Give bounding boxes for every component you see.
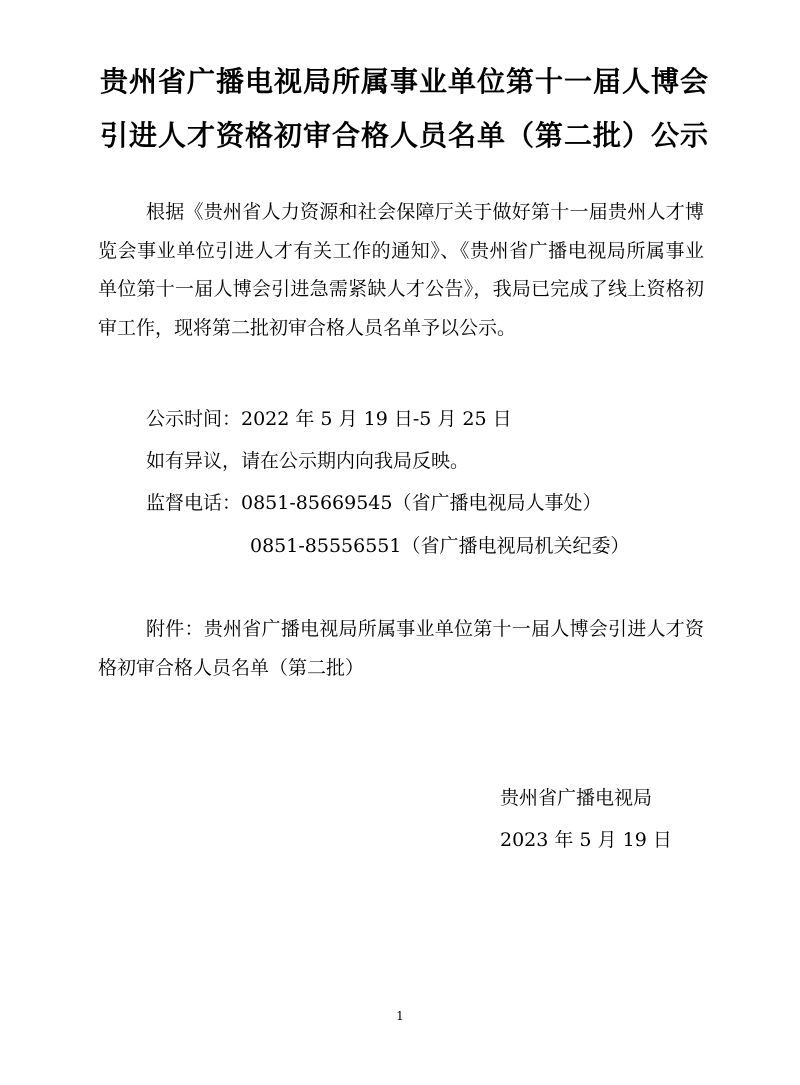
attachment-section: [98, 610, 704, 687]
document-title-line-2: 引进人才资格初审合格人员名单（第二批）公示: [100, 119, 710, 152]
hotline-personnel: 监督电话：0851-85669545（省广播电视局人事处）: [146, 492, 602, 514]
document-title-line-1: 贵州省广播电视局所属事业单位第十一届人博会: [100, 65, 710, 98]
signature-organization: 贵州省广播电视局: [500, 787, 653, 809]
intro-paragraph: 根据《贵州省人力资源和社会保障厅关于做好第十一届贵州人才博览会事业单位引进人才有关工作的通知》、《贵州省广播电视局所属事业单位第十一届人博会引进急需紧缺人才公告》，我局已完成了线上资格初审工作，现将第二批初审合格人员名单予以公示。: [98, 201, 704, 339]
page-number: 1: [396, 1009, 404, 1023]
hotline-discipline: 0851-85556551（省广播电视局机关纪委）: [250, 535, 630, 557]
signature-date: 2023 年 5 月 19 日: [500, 829, 672, 851]
objection-note: 如有异议，请在公示期内向我局反映。: [146, 450, 470, 472]
intro-section: [98, 193, 704, 347]
publicity-period: 公示时间：2022 年 5 月 19 日-5 月 25 日: [146, 408, 512, 430]
attachment-note: 附件：贵州省广播电视局所属事业单位第十一届人博会引进人才资格初审合格人员名单（第二批）: [98, 618, 704, 679]
